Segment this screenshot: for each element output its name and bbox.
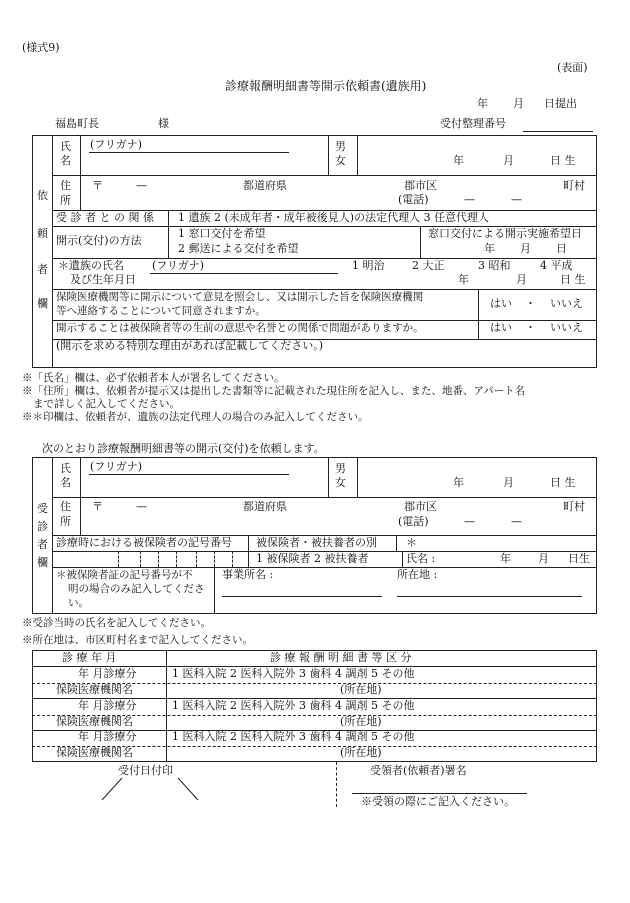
deceased-birth-label: 及び生年月日 — [70, 273, 136, 286]
footer-divider — [336, 762, 337, 807]
counter-date-label: 窓口交付による開示実施希望日 — [428, 227, 582, 240]
name-label-divider — [80, 135, 81, 210]
consent1-yes[interactable]: はい — [490, 297, 512, 310]
claim-options[interactable]: 1 医科入院 2 医科入院外 3 歯科 4 調剤 5 その他 — [172, 699, 415, 712]
digit-separator — [176, 551, 177, 567]
addressee-suffix: 様 — [158, 117, 169, 130]
row-divider — [52, 320, 597, 321]
city-label: 郡市区 — [404, 179, 437, 192]
era-taisho[interactable]: 2 大正 — [412, 259, 445, 272]
town-label: 町村 — [563, 179, 585, 192]
phone-dash-1: — — [464, 193, 475, 206]
office-divider — [214, 567, 215, 614]
stamp-area — [100, 776, 200, 802]
requester-furigana: (フリガナ) — [90, 138, 143, 151]
receipt-number-label: 受付整理番号 — [440, 117, 506, 130]
patient-phone-dash-1: — — [464, 515, 475, 528]
row-divider — [52, 289, 597, 290]
submit-month: 月 — [513, 97, 524, 110]
patient-furigana-underline — [89, 474, 289, 475]
consent2-yes[interactable]: はい — [490, 321, 512, 334]
patient-name-label-divider — [80, 457, 81, 535]
patient-sex-left-divider — [328, 457, 329, 497]
claim-options[interactable]: 1 医科入院 2 医科入院外 3 歯科 4 調剤 5 その他 — [172, 667, 415, 680]
consent1-no[interactable]: いいえ — [550, 297, 583, 310]
patient-postal-dash: — — [136, 500, 147, 513]
method-label: 開示(交付)の方法 — [56, 234, 142, 247]
note2-1: ※受診当時の氏名を記入してください。 — [22, 617, 211, 629]
patient-birth-year: 年 — [453, 476, 464, 489]
digit-separator — [196, 551, 197, 567]
claim-month: 年 月診療分 — [78, 667, 137, 680]
patient-section-char-3: 者 — [37, 538, 48, 551]
deceased-name-label: ＊遺族の氏名 — [58, 259, 124, 272]
consent2-no[interactable]: いいえ — [550, 321, 583, 334]
era-meiji[interactable]: 1 明治 — [352, 259, 385, 272]
patient-town: 町村 — [563, 500, 585, 513]
birth-year: 年 — [453, 154, 464, 167]
patient-phone: (電話) — [398, 515, 429, 528]
note1-1: ※「氏名」欄は、必ず依頼者本人が署名してください。 — [22, 372, 285, 384]
method-option-1[interactable]: 1 窓口交付を希望 — [178, 227, 266, 240]
postal-dash: — — [136, 179, 147, 192]
patient-sex-female[interactable]: 女 — [335, 476, 346, 489]
claim-location: (所在地) — [340, 683, 382, 696]
patient-city: 郡市区 — [404, 500, 437, 513]
office-name-field[interactable] — [222, 596, 382, 597]
requester-section-char-4: 欄 — [37, 297, 48, 310]
form-number: (様式9) — [22, 41, 60, 54]
claim-facility: 保険医療機関名 — [56, 746, 133, 759]
patient-prefecture: 都道府県 — [243, 500, 287, 513]
requester-section-char-3: 者 — [37, 263, 48, 276]
insured-month: 月 — [538, 552, 549, 565]
submit-year: 年 — [477, 97, 488, 110]
submit-day: 日提出 — [544, 97, 577, 110]
address-label-1: 住 — [60, 179, 71, 192]
counter-date-month: 月 — [520, 242, 531, 255]
claim-location: (所在地) — [340, 746, 382, 759]
insured-year: 年 — [500, 552, 511, 565]
unknown-line-1: ＊被保険者証の記号番号が不 — [56, 569, 193, 581]
claim-month: 年 月診療分 — [78, 699, 137, 712]
consent1-line1: 保険医療機関等に開示について意見を照会し、又は開示した旨を保険医療機関 — [56, 291, 424, 303]
row-divider — [52, 497, 597, 498]
insured-options[interactable]: 1 被保険者 2 被扶養者 — [256, 552, 369, 565]
patient-birth-day: 日 生 — [550, 476, 576, 489]
era-showa[interactable]: 3 昭和 — [478, 259, 511, 272]
insured-name-label: 氏名 : — [406, 552, 436, 565]
counter-date-day: 日 — [556, 242, 567, 255]
deceased-furigana: (フリガナ) — [152, 259, 205, 272]
patient-address-label-2: 所 — [60, 515, 71, 528]
phone-dash-2: — — [511, 193, 522, 206]
patient-name-label-2: 名 — [60, 476, 71, 489]
claims-header-category: 診 療 報 酬 明 細 書 等 区 分 — [270, 651, 412, 664]
digit-separator — [140, 551, 141, 567]
addressee: 福島町長 — [55, 117, 99, 130]
row-divider — [52, 258, 597, 259]
address-label-2: 所 — [60, 194, 71, 207]
sex-right-divider — [357, 135, 358, 175]
note2-2: ※所在地は、市区町村名まで記入してください。 — [22, 634, 253, 646]
note1-4: ※＊印欄は、依頼者が、遺族の法定代理人の場合のみ記入してください。 — [22, 411, 369, 423]
digit-separator — [232, 551, 233, 567]
claim-facility: 保険医療機関名 — [56, 683, 133, 696]
deceased-month: 月 — [516, 273, 527, 286]
phone-label: (電話) — [398, 193, 429, 206]
patient-section-char-4: 欄 — [37, 556, 48, 569]
receipt-number-field[interactable] — [523, 131, 593, 132]
request-statement: 次のとおり診療報酬明細書等の開示(交付)を依頼します。 — [42, 442, 325, 455]
claim-location: (所在地) — [340, 715, 382, 728]
deceased-day: 日 生 — [560, 273, 586, 286]
signature-field[interactable] — [352, 793, 527, 794]
consent1-line2: 等へ連絡することについて同意されますか。 — [56, 305, 266, 317]
patient-postal-mark: 〒 — [92, 500, 103, 513]
sex-female[interactable]: 女 — [335, 154, 346, 167]
prefecture-label: 都道府県 — [243, 179, 287, 192]
postal-mark: 〒 — [92, 179, 103, 192]
requester-section-char-2: 頼 — [37, 227, 48, 240]
patient-name-label-1: 氏 — [60, 462, 71, 475]
note1-2: ※「住所」欄は、依頼者が提示又は提出した書類等に記載された現住所を記入し、また、地番、アパート名 — [22, 385, 526, 397]
deceased-year: 年 — [458, 273, 469, 286]
requester-section-char-1: 依 — [37, 189, 48, 202]
requester-section-divider — [52, 135, 53, 368]
birth-day: 日 生 — [550, 154, 576, 167]
row-divider — [52, 567, 597, 568]
relation-divider — [168, 210, 169, 226]
method-divider — [168, 226, 169, 258]
row-divider — [52, 175, 597, 176]
birth-month: 月 — [503, 154, 514, 167]
consent2-dot: ・ — [525, 321, 536, 334]
counter-date-divider — [420, 226, 421, 258]
insured-asterisk: ＊ — [406, 536, 417, 549]
patient-section-char-2: 診 — [37, 520, 48, 533]
insurance-number-label: 診療時における被保険者の記号番号 — [56, 536, 232, 549]
signature-label: 受領者(依頼者)署名 — [370, 764, 467, 777]
sex-male[interactable]: 男 — [335, 140, 346, 153]
name-label-2: 名 — [60, 154, 71, 167]
counter-date-year: 年 — [484, 242, 495, 255]
relation-label: 受 診 者 と の 関 係 — [56, 211, 154, 224]
asterisk-divider — [396, 535, 397, 551]
reason-field[interactable]: (開示を求める特別な理由があれば記載してください。) — [56, 339, 324, 352]
consent1-dot: ・ — [525, 297, 536, 310]
patient-sex-male[interactable]: 男 — [335, 462, 346, 475]
deceased-underline — [150, 273, 338, 274]
claim-month: 年 月診療分 — [78, 730, 137, 743]
location-label: 所在地 : — [397, 568, 438, 581]
note1-3: まで詳しく記入してください。 — [33, 398, 180, 410]
sex-left-divider — [328, 135, 329, 175]
stamp-label: 受付日付印 — [118, 764, 173, 777]
insured-name-divider — [402, 551, 403, 567]
signature-note: ※受領の際にご記入ください。 — [361, 795, 515, 808]
digit-separator — [118, 551, 119, 567]
insured-type-label: 被保険者・被扶養者の別 — [256, 536, 377, 549]
location-field[interactable] — [397, 596, 582, 597]
claim-facility: 保険医療機関名 — [56, 715, 133, 728]
patient-section-char-1: 受 — [37, 502, 48, 515]
answer-divider — [478, 289, 479, 339]
side-label: (表面) — [557, 61, 588, 74]
patient-sex-right-divider — [357, 457, 358, 497]
patient-phone-dash-2: — — [511, 515, 522, 528]
insured-day: 日生 — [568, 552, 590, 565]
unknown-line-3: い。 — [68, 597, 89, 609]
claims-header-month: 診 療 年 月 — [62, 651, 117, 664]
digit-separator — [214, 551, 215, 567]
furigana-underline — [89, 152, 289, 153]
method-option-2[interactable]: 2 郵送による交付を希望 — [178, 242, 299, 255]
relation-options[interactable]: 1 遺族 2 (未成年者・成年被後見人)の法定代理人 3 任意代理人 — [178, 211, 490, 224]
patient-address-label-1: 住 — [60, 500, 71, 513]
form-title: 診療報酬明細書等開示依頼書(遺族用) — [225, 79, 427, 93]
name-label-1: 氏 — [60, 140, 71, 153]
patient-furigana: (フリガナ) — [90, 460, 143, 473]
era-heisei[interactable]: 4 平成 — [540, 259, 573, 272]
unknown-line-2: 明の場合のみ記入してくださ — [68, 583, 205, 595]
patient-birth-month: 月 — [503, 476, 514, 489]
digit-separator — [158, 551, 159, 567]
claim-options[interactable]: 1 医科入院 2 医科入院外 3 歯科 4 調剤 5 その他 — [172, 730, 415, 743]
office-name-label: 事業所名 : — [222, 568, 274, 581]
consent2-text: 開示することは被保険者等の生前の意思や名誉との関係で問題がありますか。 — [56, 322, 424, 334]
